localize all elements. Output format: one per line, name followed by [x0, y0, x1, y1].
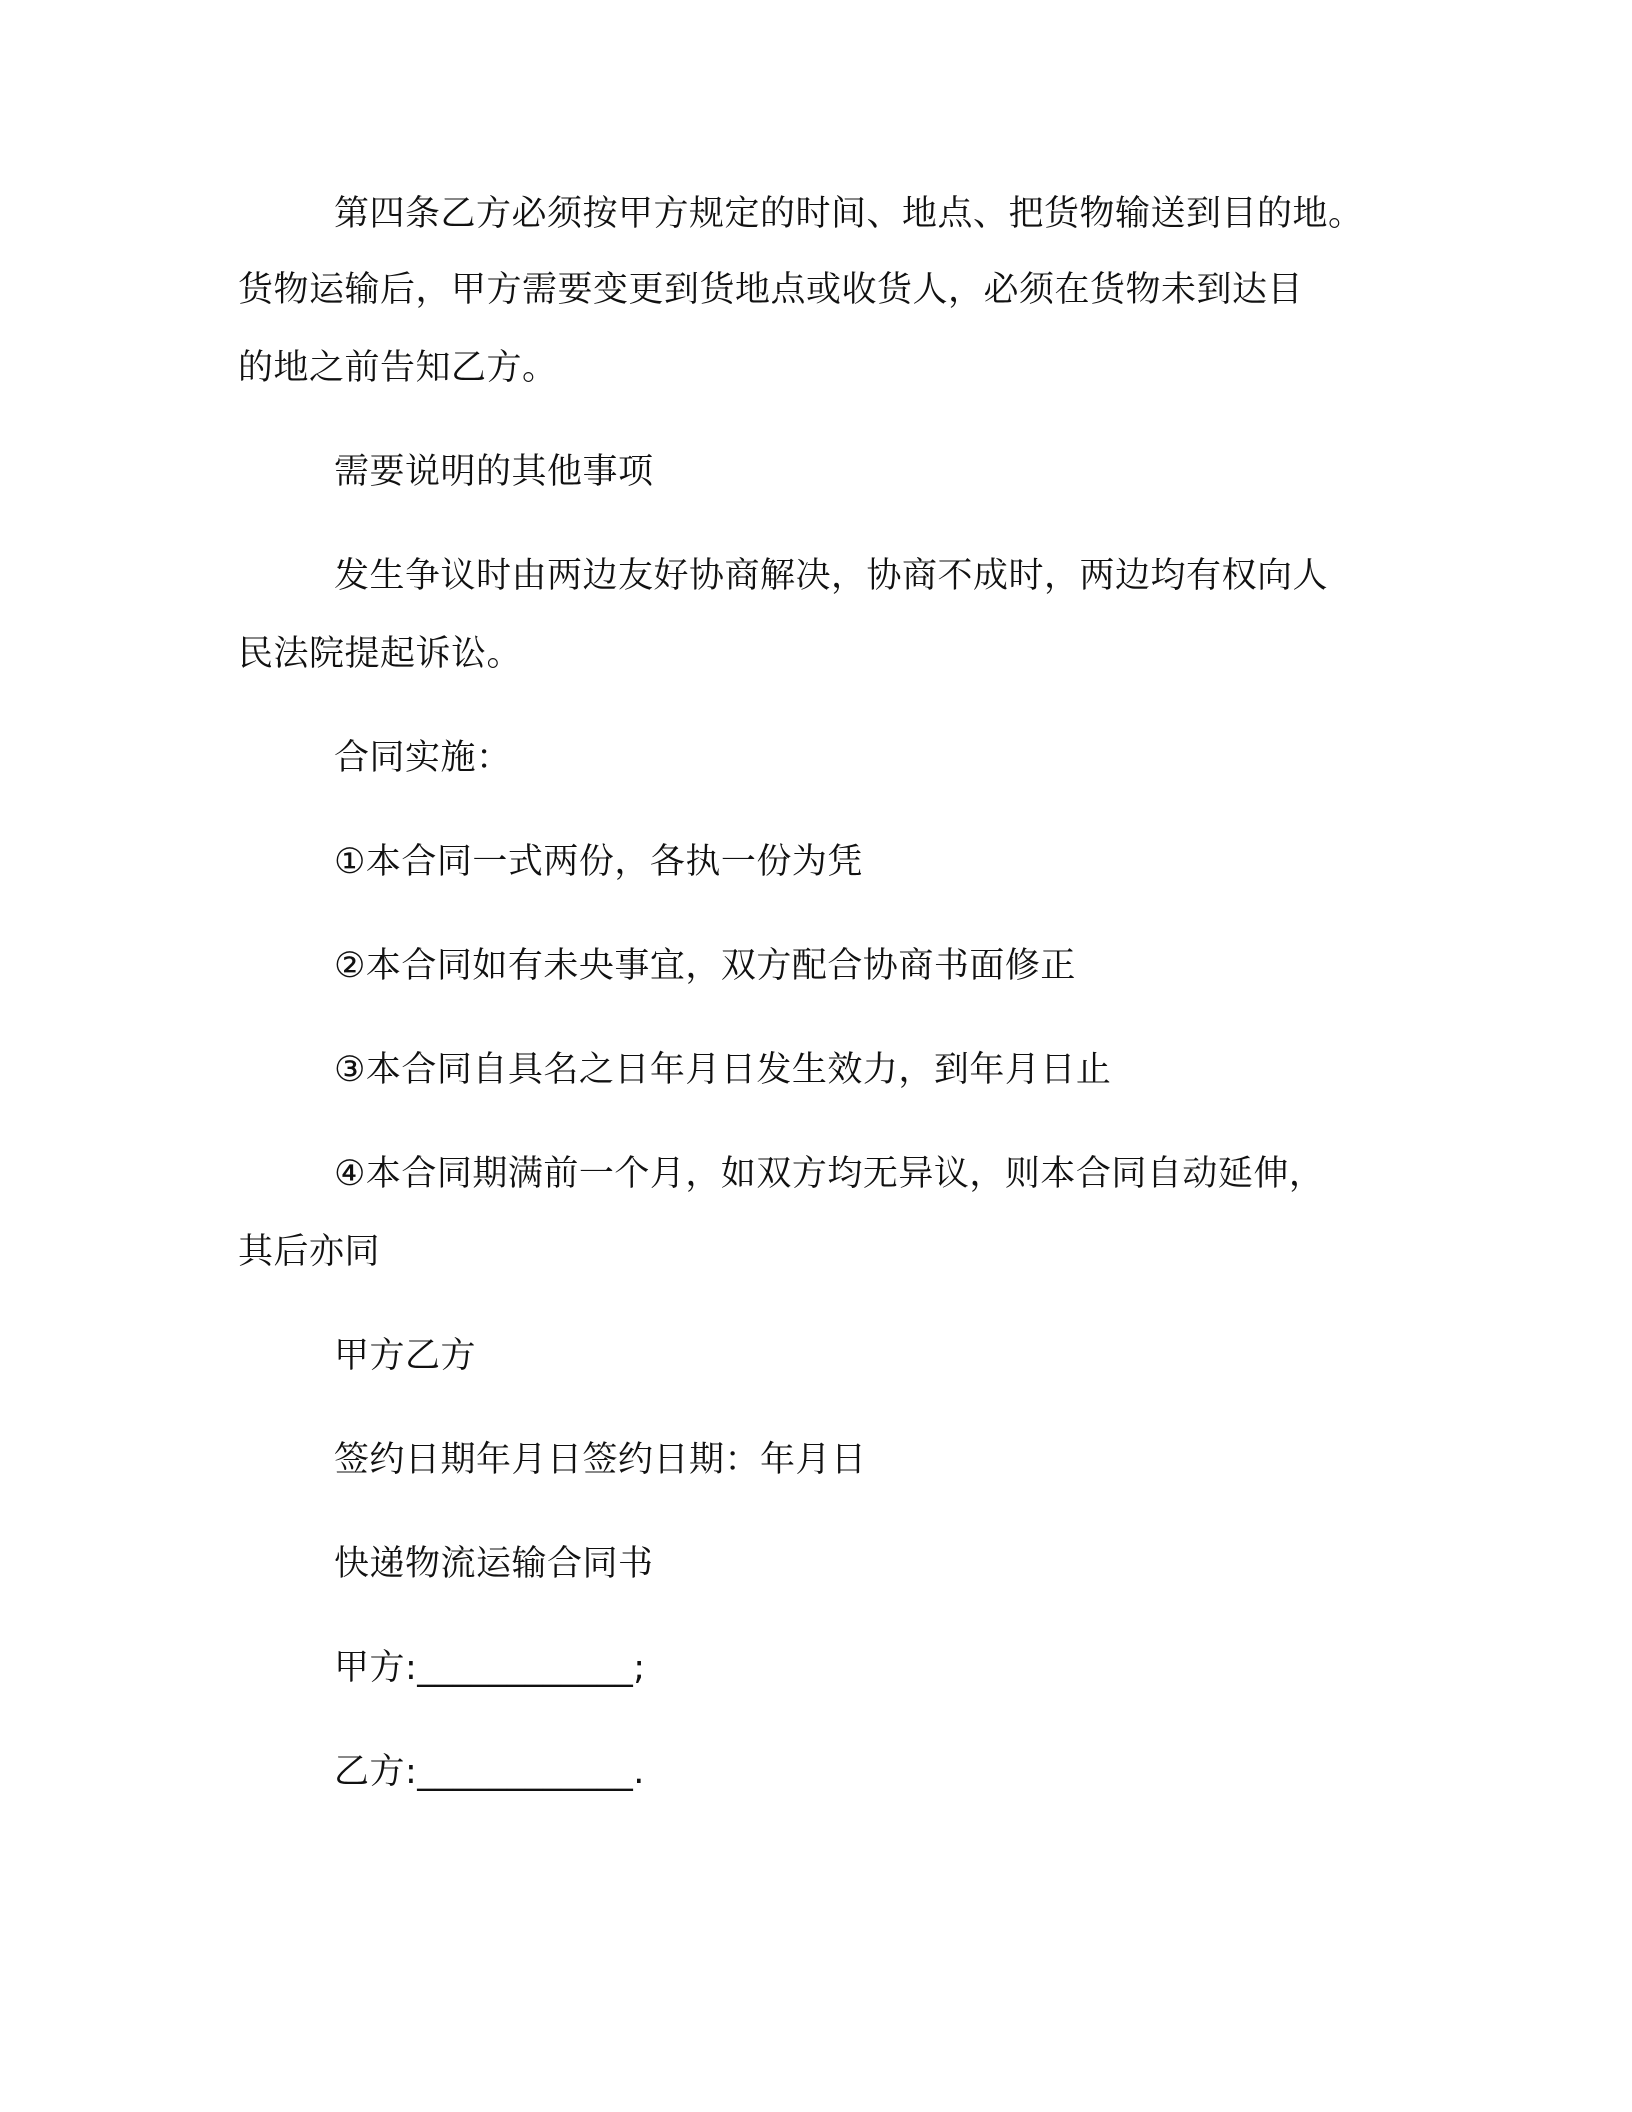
contract-title: 快递物流运输合同书 — [334, 1544, 654, 1584]
party-labels: 甲方乙方 — [334, 1336, 477, 1376]
article-four-line-2: 货物运输后，甲方需要变更到货地点或收货人，必须在货物未到达目 — [238, 270, 1304, 310]
article-four-line-3: 的地之前告知乙方。 — [238, 348, 558, 388]
other-matters-heading: 需要说明的其他事项 — [334, 452, 654, 492]
party-b-field: 乙方:____________. — [334, 1752, 645, 1792]
implementation-item-3: ③本合同自具名之日年月日发生效力，到年月日止 — [334, 1050, 1112, 1090]
implementation-item-2: ②本合同如有未央事宜，双方配合协商书面修正 — [334, 946, 1076, 986]
article-four-line-1: 第四条乙方必须按甲方规定的时间、地点、把货物输送到目的地。 — [334, 194, 1364, 234]
signing-date-line: 签约日期年月日签约日期：年月日 — [334, 1440, 867, 1480]
contract-implementation-heading: 合同实施： — [334, 738, 512, 778]
dispute-clause-line-1: 发生争议时由两边友好协商解决，协商不成时，两边均有权向人 — [334, 556, 1329, 596]
implementation-item-4-line-2: 其后亦同 — [238, 1232, 381, 1272]
implementation-item-4-line-1: ④本合同期满前一个月，如双方均无异议，则本合同自动延伸， — [334, 1154, 1325, 1194]
party-a-field: 甲方:____________; — [334, 1648, 646, 1688]
implementation-item-1: ①本合同一式两份，各执一份为凭 — [334, 842, 863, 882]
dispute-clause-line-2: 民法院提起诉讼。 — [238, 634, 523, 674]
